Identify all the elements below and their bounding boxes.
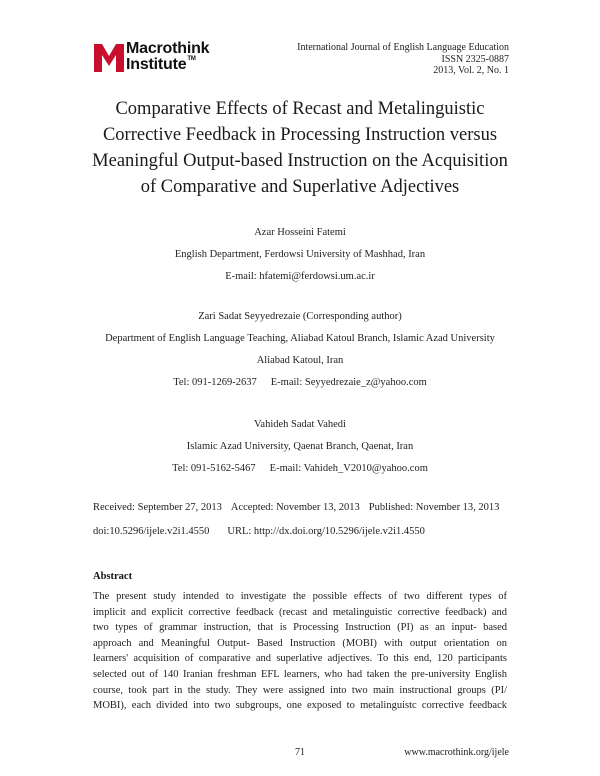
doi-url-link[interactable]: URL: http://dx.doi.org/10.5296/ijele.v2i1.4550 <box>227 526 425 537</box>
author-contact <box>50 458 550 480</box>
author-name: Azar Hosseini Fatemi <box>254 227 346 238</box>
journal-volume: 2013, Vol. 2, No. 1 <box>433 65 509 76</box>
author-block-3 <box>50 414 550 480</box>
author-email: E-mail: Vahideh_V2010@yahoo.com <box>269 463 428 474</box>
received-date: Received: September 27, 2013 <box>93 502 222 513</box>
title-line: Corrective Feedback in Processing Instruction versus <box>102 125 498 145</box>
journal-website-link[interactable]: www.macrothink.org/ijele <box>404 747 509 758</box>
doi: doi:10.5296/ijele.v2i1.4550 <box>93 526 210 537</box>
journal-header <box>297 42 509 77</box>
author-tel: Tel: 091-5162-5467 <box>172 463 256 474</box>
title-line: Meaningful Output-based Instruction on the Acquisition <box>92 151 508 171</box>
abstract-line: selected out of 140 Iranian freshman EFL learners, who had taken the pre-university English <box>93 668 507 680</box>
paper-title <box>60 96 540 200</box>
title-line: Comparative Effects of Recast and Metalinguistic <box>115 99 485 119</box>
abstract-line: approach and Meaningful Output- Based Instruction (MOBI) with output orientation on <box>93 637 507 649</box>
logo-text-institute: Institute™ <box>126 56 196 73</box>
author-contact <box>50 372 550 394</box>
abstract-line: learners' acquisition of comparative and superlative adjectives. To this end, 120 participants <box>93 653 507 665</box>
author-block-1 <box>50 222 550 288</box>
abstract-line: implicit and explicit corrective feedback (recast and metalinguistic corrective feedback) and <box>93 606 507 618</box>
macrothink-logo-icon <box>94 40 124 72</box>
author-affiliation: English Department, Ferdowsi University of Mashhad, Iran <box>174 249 426 260</box>
abstract-line: two types of grammar instruction, that is Processing Instruction (PI) as an input- based <box>93 622 507 634</box>
author-email: E-mail: Seyyedrezaie_z@yahoo.com <box>270 377 427 388</box>
journal-name: International Journal of English Language Education <box>297 42 509 53</box>
author-affiliation: Islamic Azad University, Qaenat Branch, Qaenat, Iran <box>186 441 414 452</box>
title-line: of Comparative and Superlative Adjectives <box>140 177 460 197</box>
abstract-body <box>93 589 507 714</box>
identifiers <box>93 526 425 537</box>
author-affiliation-location: Aliabad Katoul, Iran <box>256 355 344 366</box>
author-email: E-mail: hfatemi@ferdowsi.um.ac.ir <box>225 271 375 282</box>
abstract-line: MOBI), each divided into two subgroups, one exposed to metalinguistc corrective feedback <box>93 700 507 712</box>
published-date: Published: November 13, 2013 <box>368 502 500 513</box>
publication-dates <box>93 502 499 513</box>
author-block-2 <box>50 306 550 394</box>
logo-text-macrothink: Macrothink <box>126 40 210 57</box>
abstract-heading: Abstract <box>93 571 133 582</box>
page-number: 71 <box>295 747 305 758</box>
publisher-logo <box>94 40 244 74</box>
journal-issn: ISSN 2325-0887 <box>441 53 509 65</box>
accepted-date: Accepted: November 13, 2013 <box>230 502 360 513</box>
author-tel: Tel: 091-1269-2637 <box>173 377 257 388</box>
author-name: Vahideh Sadat Vahedi <box>254 419 346 430</box>
author-name: Zari Sadat Seyyedrezaie (Corresponding author) <box>198 311 402 322</box>
abstract-line: course, took part in the study. They were assigned into two main instructional groups (PI/ <box>93 684 507 696</box>
author-affiliation: Department of English Language Teaching, Aliabad Katoul Branch, Islamic Azad University <box>105 333 495 344</box>
abstract-line: The present study intended to investigate the possible effects of two different types of <box>93 591 507 602</box>
